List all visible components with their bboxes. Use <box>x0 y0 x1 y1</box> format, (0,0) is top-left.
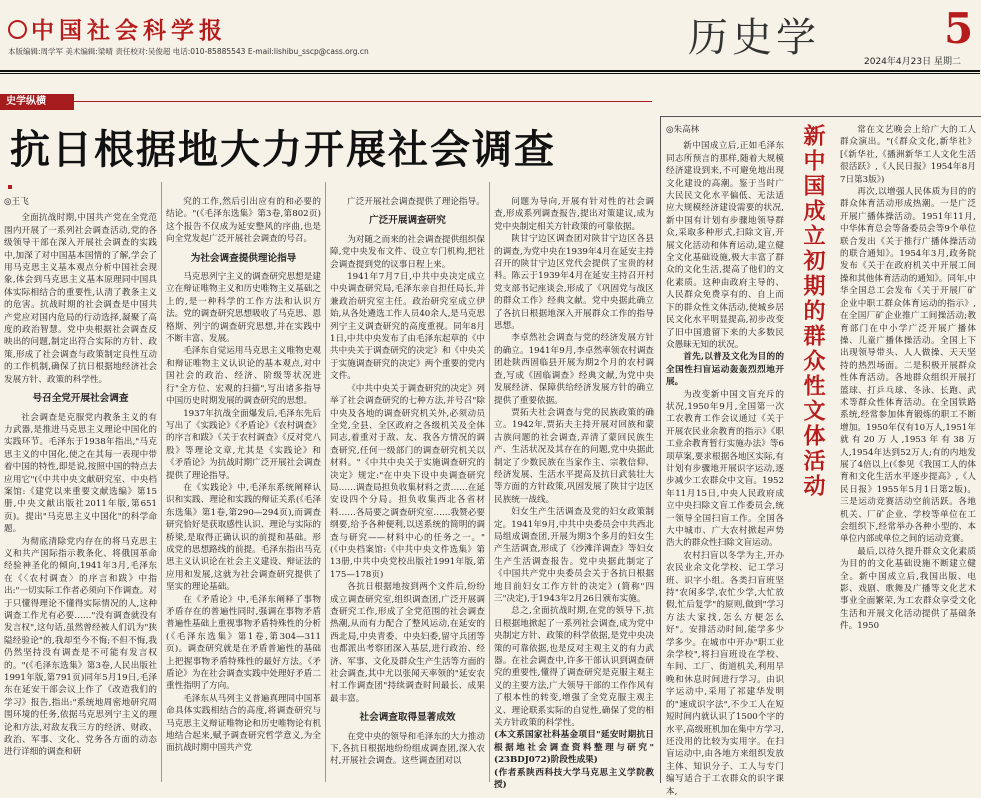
logo-emblem-icon <box>8 20 27 39</box>
paragraph: 马克思列宁主义的调查研究思想是建立在辩证唯物主义和历史唯物主义基础之上的,是一种科学的工作方法和认识方法。党的调查研究思想吸收了马克思、恩格斯、列宁的调查研究思想,并在实践中不断丰富、发展。 <box>166 272 321 345</box>
paragraph: 李卓然社会调查与党的经济发展方针的确立。1941年9月,李卓然率领农村调查团赴陕西固临县开展为期2个月的农村调查,写成《固临调查》经典文献,为党中央发展经济、保障供给经济发展方针的确立提供了重要依据。 <box>494 333 654 406</box>
paragraph: 再次,以增强人民体质为目的的群众体育活动形成热潮。一是广泛开展广播体操活动。1951年11月,中华体育总会等备委员会等9个单位联合发出《关于推行广播体操活动的联合通知》。1954年3月,政务院发布《关于在政府机关中开展工间操和其他体育活动的通知》。同年,中华全国总工会发布《关于开展厂矿企业中职工群众体育运动的指示》,在全国厂矿企业推广工间操活动;教育部门在中小学广泛开展广播体操、儿童广播体操活动。全国上下出现领导带头、人人做操、天天坚持的热烈场面。二是积极开展群众性体育活动。各地群众组织开展打篮球、打乒乓球、冬泳、长跑、武术等群众性体育活动。在全国铁路系统,经常参加体育锻炼的职工不断增加。1950年仅有10万人,1951年就有20万人,1953年有38万人,1954年达到52万人;有的内地发展了4倍以上(《参见《我国工人的体育和文化生活水平逐步提高》,《人民日报》1955年5月1日第2版)。三是运动竞赛活动空前活跃。各地机关、厂矿企业、学校等单位在工会组织下,经常举办各种小型的、本单位内部或单位之间的运动竞赛。 <box>840 187 976 545</box>
paragraph: 在《实践论》中,毛泽东系统阐释认识和实践、理论和实践的辩证关系(《毛泽东选集》第1卷,第290—294页),而调查研究恰好是获取感性认识、理论与实际的桥梁,是取得正确认识的前提和基础。形成党的思想路线的前提。毛泽东指出马克思主义认识论在社会主义建设、辩证法的应用和发展,这就为社会调查研究提供了坚实的理论基础。 <box>166 482 321 593</box>
paragraph: 毛泽东自觉运用马克思主义唯物史观和辩证唯物主义认识论的基本观点,对中国社会的政治、经济、阶级等状况进行"全方位、宏观的扫描",写出诸多指导中国历史时期发展的调查研究的思想。 <box>166 346 321 407</box>
paragraph: 新中国成立后,正如毛泽东同志所预言的那样,随着大规模经济建设到来,不可避免地出现文化建设的高潮。鉴于当时广大民民文化水平偏低、无法适应大规模经济建设需要的状况,新中国有计划有步骤地领导群众,采取多种形式,扫除文盲,开展文化活动和体育运动,建立健全文化基础设施,极大丰富了群众的文化生活,提高了他们的文化素质。这种由政府主导的、人民群众免费享有的、自上而下的群众性文体活动,使城乡居民文化水平明显提高,初步改变了旧中国遗留下来的大多数民众愚昧无知的状况。 <box>666 141 784 350</box>
subheading: 广泛开展调查研究 <box>369 215 446 227</box>
newspaper-logo[interactable] <box>8 12 227 45</box>
section-title: 历史学 <box>688 15 820 61</box>
side-article-title[interactable]: 新中国成立初期的群众性文体活动 <box>800 124 825 499</box>
article-column-4 <box>494 196 654 791</box>
paragraph: 常在文艺晚会上给广大的工人群众演出。"(《群众文化,新华社》[《新华社,《播洲新华工人文化生活很活跃》,《人民日报》1954年8月7日第3版》) <box>840 125 976 185</box>
issue-date: 2024年4月23日 星期二 <box>864 57 961 67</box>
column-divider <box>489 182 490 782</box>
paragraph: 社会调查是克服党内教条主义的有力武器,是推进马克思主义理论中国化的实践环节。毛泽东于1938年指出,"马克思主义的中国化,使之在其每一表现中带着中国的特性,即是说,按照中国的特点去应用它"(《中共中央文献研究室、中央档案馆:《建党以来重要文献选编》第15册,中央文献出版社2011年版,第651页)。提出"马克思主义中国化"的科学命题。 <box>4 412 157 535</box>
paragraph: 妇女生产生活调查及党的妇女政策制定。1941年9月,中共中央委员会中共西北局组成调查团,开展为期3个多月的妇女生产生活调查,形成了《沙滩洋调查》等妇女生产生活调查报告。党中央据此制定了《中国共产党中央委员会关于各抗日根据地目前妇女工作方针的决定》(简称"四三"决定),于1943年2月26日颁布实施。 <box>494 507 654 604</box>
paragraph-lead: 首先,以普及文化为目的的全国性扫盲运动轰轰烈烈地开展。 <box>666 352 784 388</box>
paragraph: 农村扫盲以冬学为主,开办农民业余文化学校、记工学习班、识字小组。各类扫盲班坚持"农闲多学,农忙少学,大忙放假,忙后复学"的原则,做到"学习方法大家找,怎么方便怎么好"。安排活动时间,能学多少学多少。在城市中开办"职工业余学校",将扫盲班设在学校、车间、工厂、街道机关,利用早晚和休息时间进行学习。由识字运动中,采用了祁建华发明的"速成识字法",不少工人在短短时间内就认识了1500个字的水平,高级班机加在集中方学习,还没用的比较为实用字。在扫盲运动中,由各地方来组织发放主体、知识分子、工人与专门编写适合于工农群众的识字课本, <box>666 550 784 797</box>
paragraph: 为对随之而来的社会调查提供组织保障,党中央发布文件、设立专门机构,把社会调查提到党的议事日程上来。 <box>330 234 485 270</box>
page-number: 5 <box>944 4 974 53</box>
column-label: 史学纵横 <box>0 94 74 110</box>
paragraph: 总之,全面抗战时期,在党的领导下,抗日根据地掀起了一系列社会调查,成为党中央制定方针、政策的科学依据,是党中央决策的可靠依据,也是反对主观主义的有力武器。在社会调查中,许多干部认识到调查研究的重要性,懂得了调查研究是克服主观主义的主要方法,广大领导干部的工作作风有了根本性的转变,增强了全党克服主观主义、理论联系实际的自觉性,确保了党的相关方针政策的科学性。 <box>494 606 654 729</box>
paragraph: 为彻底清除党内存在的将马克思主义和共产国际指示教条化、将俄国革命经验神圣化的倾向,1941年3月,毛泽东在《〈农村调查〉的序言和跋》中指出:"一切实际工作者必须向下作调查。对于只懂得理论不懂得实际情况的人,这种调查工作尤有必要……"没有调查就没有发言权",这句话,虽然曾经被人们讥为"狭隘经验论"的,我却至今不悔;不但不悔,我仍然坚持没有调查是不可能有发言权的。"(《毛泽东选集》第3卷,人民出版社1991年版,第791页)同年5月19日,毛泽东在延安干部会议上作了《改造我们的学习》报告,指出:"系统地周密地研究周围环境的任务,依据马克思列宁主义的理论和方法,对敌友我三方的经济、财政、政治、军事、文化、党务各方面的动态进行详细的调查和研 <box>4 536 157 758</box>
masthead-rule-thin <box>0 73 980 74</box>
paragraph: 《中共中央关于调查研究的决定》列举了社会调查研究的七种方法,并号召"除中央及各地的调查研究机关外,必须动员全党,全县、全区政府之各级机关及全体同志,着重对于敌、友、我各方情况的调查研究,任何一级部门的调查研究机关以材料。"《中共中央关于实施调查研究的决定》规定:"在中央下设中央调查研究局……调查局担负收集材料之责……在延安设四个分局。担负收集西北各省材料……各局要之调查研究室……我赞必要纲要,给予各种便利,以送系统的简明的调查与研究——材料中心的任务之一。"(《中央档案馆:《中共中央文件选集》第13册,中共中央党校出版社1991年版,第175—178页) <box>330 383 485 580</box>
editor-credits: 本版编辑:周学军 美术编辑:梁晴 责任校对:吴俊超 电话:010-85885543 E-mail:lishibu_sscp@cass.org.cn <box>8 47 369 56</box>
paragraph: 在党中央的领导和毛泽东的大力推动下,各抗日根据地纷纷组成调查团,深入农村,开展社会调查。这些调查团对以 <box>330 731 485 767</box>
paragraph: 毛泽东从马列主义普遍真理同中国革命具体实践相结合的高度,将调查研究与马克思主义辩证唯物论和历史唯物论有机地结合起来,赋予调查研究哲学意义,为全面抗战时期中国共产党 <box>166 693 321 754</box>
byline-marker-icon <box>8 185 12 189</box>
column-label-rule <box>74 101 652 102</box>
subheading: 为社会调查提供理论指导 <box>190 252 297 264</box>
subheading: 社会调查取得显著成效 <box>359 712 456 724</box>
column-divider <box>161 182 162 782</box>
article-column-2 <box>166 196 321 782</box>
paragraph: 贾拓夫社会调查与党的民族政策的确立。1942年,贾拓夫主持开展对回族和蒙古族问题的社会调查,弄清了蒙回民族生产、生活状况及其存在的问题,党中央据此制定了少数民族在当家作主、宗教信仰、经济发展、生活水平提高及抗日武装壮大等方面的方针政策,巩固发展了陕甘宁边区民族统一战线。 <box>494 407 654 505</box>
masthead-rule <box>0 70 980 72</box>
column-divider <box>325 182 326 782</box>
paragraph: 1937年抗战全面爆发后,毛泽东先后写出了《实践论》《矛盾论》《农村调查》的序言和跋》《关于农村调查》《反对党八股》等理论文章,尤其是《实践论》和《矛盾论》为抗战时期广泛开展社会调查提供了理论指导。 <box>166 408 321 481</box>
logo-text: 中国社会科学报 <box>31 17 227 44</box>
paragraph: 广泛开展社会调查提供了理论指导。 <box>347 197 485 207</box>
funding-note: (本文系国家社科基金项目"延安时期抗日根据地社会调查资料整理与研究"(23BDJ072)阶段性成果) <box>494 730 654 766</box>
paragraph: 问题为导向,开展有针对性的社会调查,形成系列调查报告,提出对策建议,成为党中央制定相关方针政策的可靠依据。 <box>494 197 654 232</box>
paragraph: 全面抗战时期,中国共产党在全党范围内开展了一系列社会调查活动,党的各级领导干部在深入开展社会调查的实践中,加深了对中国基本国情的了解,学会了用马克思主义基本观点分析中国社会现象,体会到马克思主义基本原理同中国具体实际相结合的重要性,认清了教条主义的危害。抗战时期的社会调查是中国共产党应对国内危局的行动选择,凝聚了高度的政治智慧。党中央根据社会调查反映出的问题,制定出符合实际的方针、政策,形成了社会调查与政策制定良性互动的工作机制,确保了抗日根据地经济社会发展方针、政策的科学性。 <box>4 213 157 385</box>
article-byline: ◎王飞 <box>4 197 29 207</box>
paragraph: 陕甘宁边区调查团对陕甘宁边区各县的调查,为党中央在1939年4月在延安主持召开的陕甘宁边区党代会提供了宝贵的材料。陈云于1939年4月在延安主持召开村党支部书记座谈会,形成了《巩固党与战区的群众工作》经典文献。党中央据此确立了各抗日根据地深入开展群众工作的指导思想。 <box>494 234 654 332</box>
author-affiliation: (作者系陕西科技大学马克思主义学院教授) <box>494 767 654 791</box>
subheading: 号召全党开展社会调查 <box>32 393 129 405</box>
side-article-column-a <box>666 124 784 797</box>
article-headline[interactable]: 抗日根据地大力开展社会调查 <box>10 127 556 173</box>
article-column-1 <box>4 196 157 782</box>
side-article-column-b <box>840 124 976 782</box>
paragraph: 在《矛盾论》中,毛泽东阐释了事物矛盾存在的普遍性同时,强调在事物矛盾普遍性基础上重视事物矛盾特殊性的分析(《毛泽东选集》第1卷,第304—311页)。调查研究就是在矛盾普遍性的基础上把握事物矛盾特殊性的最好方法。《矛盾论》为在社会调查实践中处理好矛盾二重性指明了方向。 <box>166 594 321 692</box>
paragraph: 各抗日根据地按到两个文件后,纷纷成立调查研究室,组织调查团,广泛开展调查研究工作,形成了全党范围的社会调查热潮,从而有力配合了整风运动,在延安的西北局,中央青委、中央妇委,留守兵团等也都派出考察团深入基层,进行政治、经济、军事、文化及群众生产生活等方面的社会调查,其中尤以张闻天率领的"延安农村工作调查团"持续调查时间最长、成果最丰富。 <box>330 582 485 704</box>
masthead <box>0 0 980 72</box>
paragraph: 最后,以待久提升群众文化素质为目的的文化基础设施不断建立健全。新中国成立后,我国出版、电影、戏剧、歌舞及广播等文化艺术事业全面繁荣,为工农群众享受文化生活和开展文化活动提供了基础条件。1950 <box>840 546 976 632</box>
side-article-byline: ◎朱高林 <box>666 125 700 135</box>
article-column-3 <box>330 196 485 782</box>
paragraph: 究的工作,然后引出应有的和必要的结论。"(《毛泽东选集》第3卷,第802页)这个报告不仅成为延安整风的序曲,也是向全党发起广泛开展社会调查的号召。 <box>166 197 321 245</box>
paragraph: 1941年7月7日,中共中央决定成立中央调查研究局,毛泽东亲自担任局长,并兼政治研究室主任。政治研究室成立伊始,从各处遴选工作人员40余人,是马克思列宁主义调查研究的高度重视。同年8月1日,中共中央发布了由毛泽东起草的《中共中央关于调查研究的决定》和《中央关于实施调查研究的决定》两个重要的党内文件。 <box>330 272 485 382</box>
paragraph: 为改变新中国文盲充斥的状况,1950年9月,全国第一次工农教育工作会议通过《关于开展农民业余教育的指示》《职工业余教育暂行实施办法》等6项草案,要求根据各地区实际,有计划有步骤地开展识字运动,逐步减少工农群众中文盲。1952年11月15日,中央人民政府成立中央扫除文盲工作委员会,统一领导全国扫盲工作。全国各大中城市、广大农村掀起声势浩大的群众性扫除文盲运动。 <box>666 389 784 549</box>
